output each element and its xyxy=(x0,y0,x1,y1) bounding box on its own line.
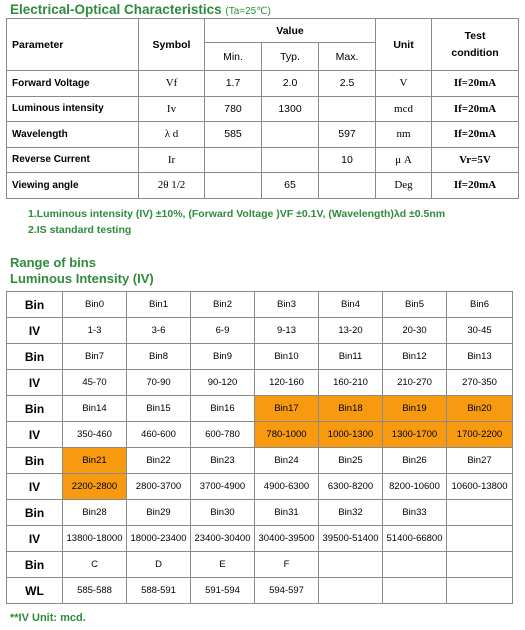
bin-cell: 6-9 xyxy=(191,318,255,344)
row-label: IV xyxy=(7,526,63,552)
bin-table-row xyxy=(7,552,513,578)
bin-table-body xyxy=(7,292,513,604)
min-cell: 585 xyxy=(205,122,262,148)
bin-cell xyxy=(383,578,447,604)
bin-table-row xyxy=(7,578,513,604)
unit-cell: Deg xyxy=(376,173,432,199)
bin-cell: 210-270 xyxy=(383,370,447,396)
header-min: Min. xyxy=(205,43,262,71)
bin-cell: 160-210 xyxy=(319,370,383,396)
parameter-cell: Forward Voltage xyxy=(7,71,139,97)
bin-cell: 588-591 xyxy=(127,578,191,604)
bin-cell: 460-600 xyxy=(127,422,191,448)
header-max: Max. xyxy=(319,43,376,71)
bin-cell: 30400-39500 xyxy=(255,526,319,552)
row-label: IV xyxy=(7,318,63,344)
bin-cell xyxy=(447,552,513,578)
eo-table-body xyxy=(7,19,519,199)
bin-cell: Bin3 xyxy=(255,292,319,318)
bin-cell: Bin26 xyxy=(383,448,447,474)
bin-cell: Bin17 xyxy=(255,396,319,422)
row-label: Bin xyxy=(7,396,63,422)
bin-table-row xyxy=(7,370,513,396)
bin-table-row xyxy=(7,526,513,552)
unit-cell: nm xyxy=(376,122,432,148)
bin-table-row xyxy=(7,396,513,422)
bin-cell: 594-597 xyxy=(255,578,319,604)
bin-cell: 70-90 xyxy=(127,370,191,396)
bin-cell: 13800-18000 xyxy=(63,526,127,552)
electrical-optical-table xyxy=(6,18,519,199)
bin-cell: 780-1000 xyxy=(255,422,319,448)
bin-cell: E xyxy=(191,552,255,578)
bin-range-table xyxy=(6,291,513,604)
typ-cell: 65 xyxy=(262,173,319,199)
header-unit: Unit xyxy=(376,19,432,71)
bin-cell: 3700-4900 xyxy=(191,474,255,500)
max-cell xyxy=(319,173,376,199)
bin-cell: D xyxy=(127,552,191,578)
bin-cell: 10600-13800 xyxy=(447,474,513,500)
bin-cell: 1300-1700 xyxy=(383,422,447,448)
bin-cell: 13-20 xyxy=(319,318,383,344)
bin-cell: 2800-3700 xyxy=(127,474,191,500)
header-symbol: Symbol xyxy=(139,19,205,71)
row-label: Bin xyxy=(7,344,63,370)
bin-cell: Bin4 xyxy=(319,292,383,318)
bin-cell: Bin18 xyxy=(319,396,383,422)
bin-cell: Bin31 xyxy=(255,500,319,526)
max-cell: 597 xyxy=(319,122,376,148)
bin-cell xyxy=(383,552,447,578)
bin-cell: 3-6 xyxy=(127,318,191,344)
eo-notes xyxy=(28,206,445,238)
min-cell xyxy=(205,173,262,199)
bin-cell: Bin13 xyxy=(447,344,513,370)
row-label: IV xyxy=(7,422,63,448)
bin-cell: Bin21 xyxy=(63,448,127,474)
bin-cell: 120-160 xyxy=(255,370,319,396)
bin-table-row xyxy=(7,500,513,526)
bin-table-row xyxy=(7,422,513,448)
bin-table-row xyxy=(7,292,513,318)
range-title xyxy=(10,255,154,287)
test-condition-cell: If=20mA xyxy=(432,96,519,122)
bin-cell: Bin20 xyxy=(447,396,513,422)
test-condition-cell: If=20mA xyxy=(432,173,519,199)
min-cell xyxy=(205,147,262,173)
bin-cell: Bin30 xyxy=(191,500,255,526)
bin-cell: C xyxy=(63,552,127,578)
bin-cell: 2200-2800 xyxy=(63,474,127,500)
typ-cell xyxy=(262,147,319,173)
bin-cell: 1700-2200 xyxy=(447,422,513,448)
symbol-cell: Ir xyxy=(139,147,205,173)
typ-cell: 1300 xyxy=(262,96,319,122)
test-condition-cell: If=20mA xyxy=(432,122,519,148)
bin-cell: Bin23 xyxy=(191,448,255,474)
bin-cell: Bin10 xyxy=(255,344,319,370)
symbol-cell: 2θ 1/2 xyxy=(139,173,205,199)
bin-table-row xyxy=(7,474,513,500)
bin-cell: Bin9 xyxy=(191,344,255,370)
header-value: Value xyxy=(205,19,376,43)
bin-cell: Bin19 xyxy=(383,396,447,422)
bin-cell xyxy=(319,578,383,604)
bin-cell xyxy=(447,526,513,552)
bin-cell xyxy=(319,552,383,578)
iv-unit-footnote: **IV Unit: mcd. xyxy=(10,612,86,624)
max-cell xyxy=(319,96,376,122)
bin-cell: 9-13 xyxy=(255,318,319,344)
typ-cell xyxy=(262,122,319,148)
bin-cell: 4900-6300 xyxy=(255,474,319,500)
unit-cell: V xyxy=(376,71,432,97)
bin-cell: Bin33 xyxy=(383,500,447,526)
bin-cell: 51400-66800 xyxy=(383,526,447,552)
bin-cell: 600-780 xyxy=(191,422,255,448)
bin-cell: 23400-30400 xyxy=(191,526,255,552)
bin-cell: 30-45 xyxy=(447,318,513,344)
parameter-cell: Viewing angle xyxy=(7,173,139,199)
bin-table-row xyxy=(7,448,513,474)
max-cell: 10 xyxy=(319,147,376,173)
bin-cell: 1-3 xyxy=(63,318,127,344)
header-parameter: Parameter xyxy=(7,19,139,71)
eo-title-condition: (Ta=25℃) xyxy=(225,6,271,17)
row-label: Bin xyxy=(7,552,63,578)
eo-title-text: Electrical-Optical Characteristics xyxy=(10,2,222,17)
bin-cell xyxy=(447,500,513,526)
bin-cell: 8200-10600 xyxy=(383,474,447,500)
unit-cell: mcd xyxy=(376,96,432,122)
eo-row xyxy=(7,173,519,199)
bin-table-row xyxy=(7,344,513,370)
bin-cell: 270-350 xyxy=(447,370,513,396)
test-condition-cell: Vr=5V xyxy=(432,147,519,173)
row-label: IV xyxy=(7,474,63,500)
eo-header-row xyxy=(7,19,519,43)
eo-title xyxy=(10,2,271,17)
bin-cell: 591-594 xyxy=(191,578,255,604)
bin-cell: 6300-8200 xyxy=(319,474,383,500)
row-label: IV xyxy=(7,370,63,396)
bin-cell: 90-120 xyxy=(191,370,255,396)
bin-cell: 1000-1300 xyxy=(319,422,383,448)
row-label: Bin xyxy=(7,448,63,474)
bin-cell: Bin7 xyxy=(63,344,127,370)
header-typ: Typ. xyxy=(262,43,319,71)
bin-cell: 20-30 xyxy=(383,318,447,344)
bin-cell: Bin8 xyxy=(127,344,191,370)
luminous-intensity-heading: Luminous Intensity (IV) xyxy=(10,271,154,286)
bin-cell: 39500-51400 xyxy=(319,526,383,552)
eo-row xyxy=(7,147,519,173)
eo-row xyxy=(7,71,519,97)
test-condition-cell: If=20mA xyxy=(432,71,519,97)
bin-cell: Bin6 xyxy=(447,292,513,318)
bin-cell: 18000-23400 xyxy=(127,526,191,552)
typ-cell: 2.0 xyxy=(262,71,319,97)
min-cell: 780 xyxy=(205,96,262,122)
row-label: Bin xyxy=(7,292,63,318)
bin-cell: Bin28 xyxy=(63,500,127,526)
parameter-cell: Luminous intensity xyxy=(7,96,139,122)
bin-cell: Bin29 xyxy=(127,500,191,526)
range-of-bins-heading: Range of bins xyxy=(10,255,96,270)
bin-cell: Bin32 xyxy=(319,500,383,526)
bin-cell: 45-70 xyxy=(63,370,127,396)
bin-cell: Bin24 xyxy=(255,448,319,474)
bin-cell: Bin25 xyxy=(319,448,383,474)
bin-table-row xyxy=(7,318,513,344)
bin-cell: 350-460 xyxy=(63,422,127,448)
bin-cell: Bin22 xyxy=(127,448,191,474)
note-1: 1.Luminous intensity (IV) ±10%, (Forward Voltage )VF ±0.1V, (Wavelength)λd ±0.5nm xyxy=(28,208,446,220)
bin-cell: Bin15 xyxy=(127,396,191,422)
max-cell: 2.5 xyxy=(319,71,376,97)
parameter-cell: Wavelength xyxy=(7,122,139,148)
bin-cell: Bin12 xyxy=(383,344,447,370)
parameter-cell: Reverse Current xyxy=(7,147,139,173)
unit-cell: μ A xyxy=(376,147,432,173)
note-2: 2.IS standard testing xyxy=(28,224,132,236)
bin-cell: Bin2 xyxy=(191,292,255,318)
symbol-cell: Iv xyxy=(139,96,205,122)
symbol-cell: λ d xyxy=(139,122,205,148)
header-test-condition: Test condition xyxy=(432,19,519,71)
bin-cell: Bin14 xyxy=(63,396,127,422)
bin-cell: F xyxy=(255,552,319,578)
symbol-cell: Vf xyxy=(139,71,205,97)
bin-cell: Bin27 xyxy=(447,448,513,474)
eo-row xyxy=(7,96,519,122)
bin-cell: 585-588 xyxy=(63,578,127,604)
eo-row xyxy=(7,122,519,148)
bin-cell: Bin11 xyxy=(319,344,383,370)
bin-cell xyxy=(447,578,513,604)
bin-cell: Bin5 xyxy=(383,292,447,318)
row-label: Bin xyxy=(7,500,63,526)
min-cell: 1.7 xyxy=(205,71,262,97)
bin-cell: Bin0 xyxy=(63,292,127,318)
bin-cell: Bin16 xyxy=(191,396,255,422)
row-label: WL xyxy=(7,578,63,604)
bin-cell: Bin1 xyxy=(127,292,191,318)
